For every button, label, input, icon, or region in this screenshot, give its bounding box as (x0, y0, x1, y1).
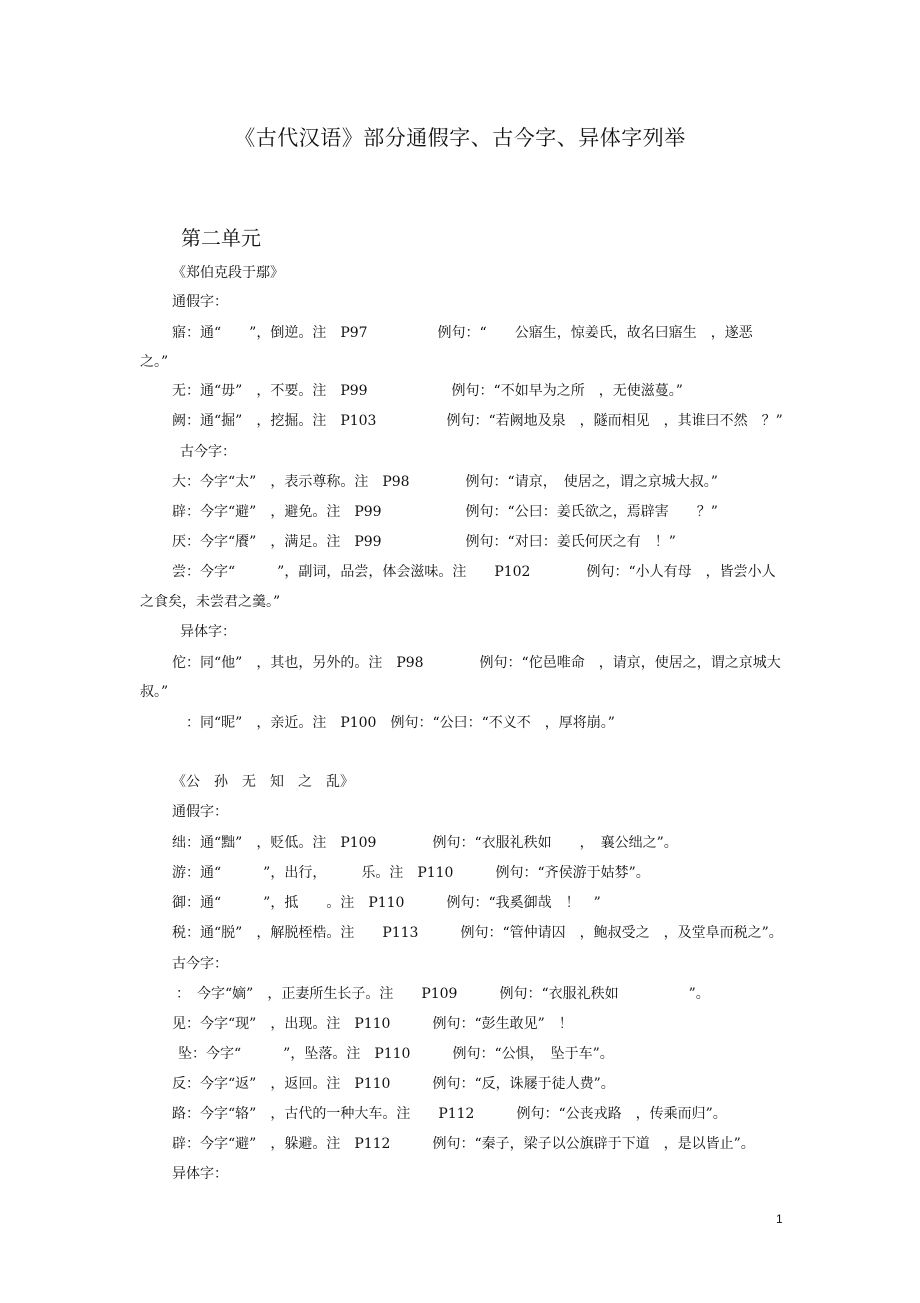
document-title: 《古代汉语》部分通假字、古今字、异体字列举 (234, 126, 686, 150)
entry-line: ：同“昵” ，亲近。注 P100 例句：“公曰：“不义不 ，厚将崩。” (186, 715, 615, 731)
page-number: 1 (776, 1212, 783, 1226)
category-label: 异体字： (172, 1166, 228, 1182)
entry-continuation: 之。” (140, 354, 169, 370)
category-label: 通假字： (172, 804, 228, 820)
entry-continuation: 之食矣，未尝君之羹。” (140, 594, 281, 610)
entry-line: 厌：今字“餍” ，满足。注 P99 例句：“对曰：姜氏何厌之有 ！” (172, 534, 676, 550)
entry-line: 无：通“毋” ，不要。注 P99 例句：“不如早为之所 ，无使滋蔓。” (172, 383, 683, 399)
entry-line: 辟：今字“避” ，避免。注 P99 例句：“公曰：姜氏欲之，焉辟害 ？” (172, 504, 718, 520)
entry-line: 坠：今字“ ”，坠落。注 P110 例句：“公惧， 坠于车”。 (178, 1046, 614, 1062)
entry-line: 大：今字“太” ，表示尊称。注 P98 例句：“请京， 使居之，谓之京城大叔。” (172, 474, 718, 490)
entry-line: 反：今字“返” ，返回。注 P110 例句：“反，诛屦于徒人费”。 (172, 1076, 615, 1092)
entry-line: 阙：通“掘” ，挖掘。注 P103 例句：“若阙地及泉 ，隧而相见 ，其谁曰不然 ？” (172, 413, 783, 429)
category-label: 异体字： (180, 624, 236, 640)
entry-line: 佗：同“他” ，其也，另外的。注 P98 例句：“佗邑唯命 ，请京，使居之，谓之京城大 (172, 655, 781, 671)
category-label: 古今字： (172, 956, 228, 972)
unit-heading: 第二单元 (181, 226, 261, 250)
entry-line: 辟：今字“避” ，躲避。注 P112 例句：“秦子，梁子以公旗辟于下道 ，是以皆止”。 (172, 1136, 755, 1152)
entry-line: ： 今字“嫡” ，正妻所生长子。注 P109 例句：“衣服礼秩如 ”。 (176, 986, 710, 1002)
entry-continuation: 叔。” (140, 684, 169, 700)
entry-line: 御：通“ ”，抵 。注 P110 例句：“我奚御哉 ！ ” (172, 895, 601, 911)
category-label: 通假字： (172, 294, 228, 310)
section-heading: 《郑伯克段于鄢》 (172, 265, 284, 281)
entry-line: 游：通“ ”，出行， 乐。注 P110 例句：“齐侯游于姑棼”。 (172, 865, 650, 881)
entry-line: 税：通“脱” ，解脱桎梏。注 P113 例句：“管仲请囚 ，鲍叔受之 ，及堂阜而税之”。 (172, 925, 783, 941)
entry-line: 寤：通“ ”，倒逆。注 P97 例句：“ 公寤生，惊姜氏，故名曰寤生 ，遂恶 (172, 325, 753, 341)
entry-line: 路：今字“辂” ，古代的一种大车。注 P112 例句：“公丧戎路 ，传乘而归”。 (172, 1106, 727, 1122)
entry-line: 尝：今字“ ”，副词，品尝，体会滋味。注 P102 例句：“小人有母 ，皆尝小人 (172, 564, 776, 580)
category-label: 古今字： (180, 444, 236, 460)
entry-line: 绌：通“黜” ，贬低。注 P109 例句：“衣服礼秩如 ， 襄公绌之”。 (172, 835, 678, 851)
entry-line: 见：今字“现” ，出现。注 P110 例句：“彭生敢见” ！ (172, 1016, 573, 1032)
section-heading: 《公 孙 无 知 之 乱》 (172, 774, 354, 790)
